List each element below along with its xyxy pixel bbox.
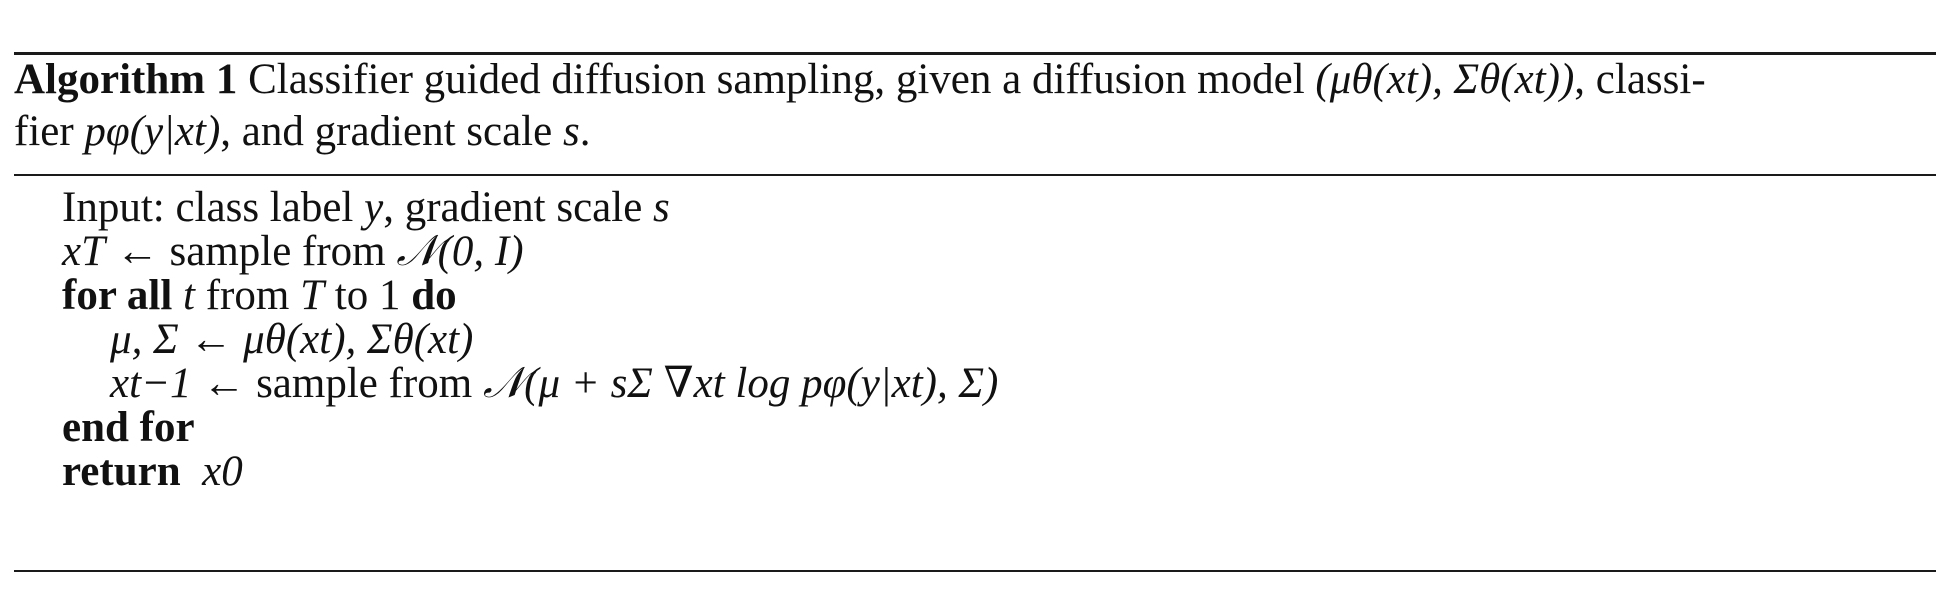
bottom-rule xyxy=(14,570,1936,572)
middle-rule xyxy=(14,174,1936,176)
caption-text-end: , classi- xyxy=(1574,56,1706,103)
keyword-do: do xyxy=(411,272,457,319)
mu-rhs: μθ(xt), Σθ(xt) xyxy=(243,316,474,363)
sample-line xyxy=(110,358,998,410)
algorithm-caption xyxy=(14,54,1936,158)
caption-scale-symbol: s xyxy=(562,108,580,155)
loop-from: from xyxy=(205,272,290,319)
input-prefix: Input: class label xyxy=(62,184,354,231)
caption-line-2 xyxy=(14,106,1936,158)
init-arrow: ← xyxy=(115,228,159,275)
loop-to: to 1 xyxy=(334,272,401,319)
caption-line-1 xyxy=(14,54,1936,106)
algorithm-box xyxy=(14,0,1936,596)
input-y: y xyxy=(364,184,384,231)
keyword-end-for: end for xyxy=(62,404,195,451)
keyword-for-all: for all xyxy=(62,272,173,319)
init-text: sample from xyxy=(169,228,386,275)
init-lhs: xT xyxy=(62,228,105,275)
mu-arrow: ← xyxy=(189,316,233,363)
loop-T: T xyxy=(300,272,324,319)
input-s: s xyxy=(653,184,670,231)
return-value: x0 xyxy=(202,448,243,495)
loop-t: t xyxy=(183,272,195,319)
caption-classifier-formula: pφ(y|xt) xyxy=(84,108,221,155)
sample-arrow: ← xyxy=(202,360,246,407)
sample-distribution: 𝒩(μ + sΣ ∇xt log pφ(y|xt), Σ) xyxy=(482,360,999,407)
algorithm-label: Algorithm 1 xyxy=(14,56,238,103)
sample-lhs: xt−1 xyxy=(110,360,192,407)
sample-text: sample from xyxy=(256,360,473,407)
return-line xyxy=(62,446,243,498)
mu-lhs: μ, Σ xyxy=(110,316,179,363)
keyword-return: return xyxy=(62,448,181,495)
caption-period: . xyxy=(579,108,591,155)
init-distribution: 𝒩(0, I) xyxy=(396,228,524,275)
caption-model-formula: (μθ(xt), Σθ(xt)) xyxy=(1315,56,1575,103)
input-middle: , gradient scale xyxy=(383,184,643,231)
caption-text: Classifier guided diffusion sampling, given a diffusion model xyxy=(248,56,1305,103)
caption-text-mid: , and gradient scale xyxy=(220,108,553,155)
caption-text-start: fier xyxy=(14,108,74,155)
